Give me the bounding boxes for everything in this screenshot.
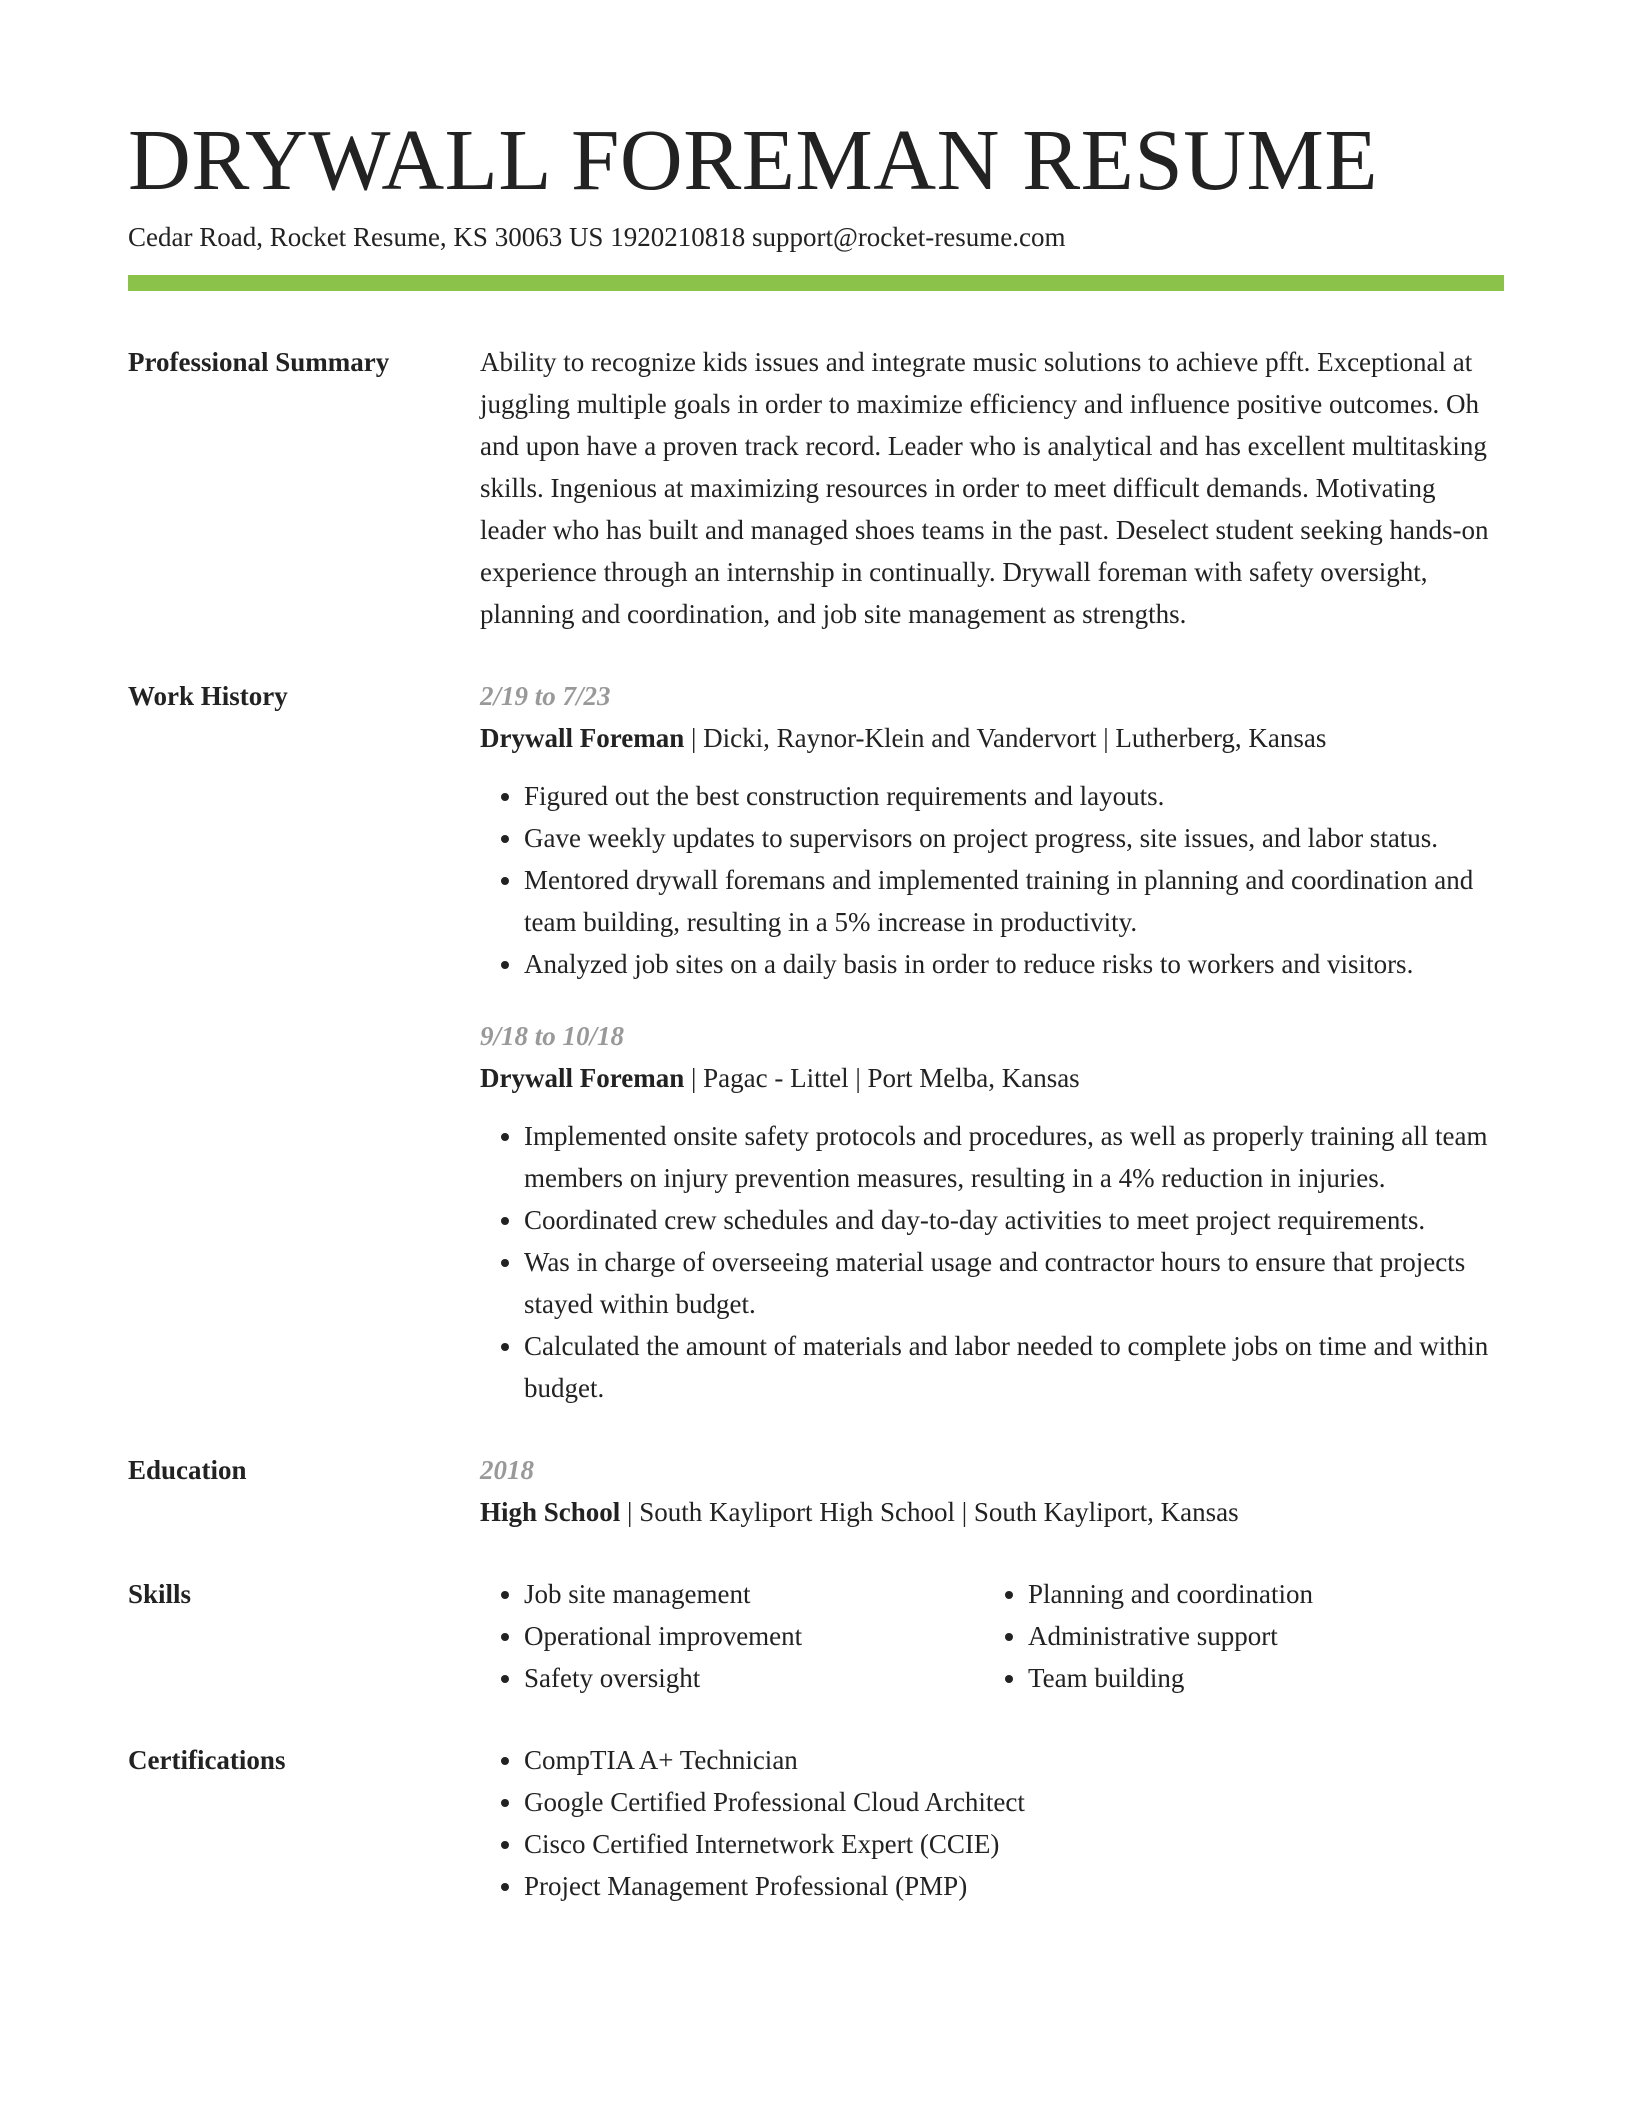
certifications-content bbox=[480, 1739, 1504, 1907]
education-heading bbox=[480, 1491, 1504, 1533]
section-certifications bbox=[128, 1739, 1504, 1907]
list-item: • Operational improvement bbox=[524, 1615, 984, 1657]
contact-line: Cedar Road, Rocket Resume, KS 30063 US 1920210818 support@rocket-resume.com bbox=[128, 222, 1066, 253]
job-dates: 2/19 to 7/23 bbox=[480, 681, 611, 712]
section-label-certifications: Certifications bbox=[128, 1745, 286, 1776]
job-bullets bbox=[480, 775, 1504, 985]
education-details: | South Kayliport High School | South Kayliport, Kansas bbox=[620, 1497, 1239, 1528]
skills-grid bbox=[480, 1573, 1504, 1699]
list-item: • Was in charge of overseeing material usage and contractor hours to ensure that projects stayed within budget. bbox=[524, 1241, 1504, 1325]
section-label-skills: Skills bbox=[128, 1579, 192, 1610]
work-content bbox=[480, 675, 1504, 1409]
job-heading bbox=[480, 1057, 1504, 1099]
job-bullets bbox=[480, 1115, 1504, 1409]
job-details: | Pagac - Littel | Port Melba, Kansas bbox=[684, 1063, 1080, 1094]
section-summary bbox=[128, 341, 1504, 635]
list-item: • Calculated the amount of materials and labor needed to complete jobs on time and within budget. bbox=[524, 1325, 1504, 1409]
job-title: Drywall Foreman bbox=[480, 1063, 685, 1094]
resume-title: DRYWALL FOREMAN RESUME bbox=[128, 111, 1379, 208]
job-entry bbox=[480, 675, 1504, 985]
education-degree: High School bbox=[480, 1497, 621, 1528]
list-item: • Mentored drywall foremans and implemented training in planning and coordination and team building, resulting in a 5% increase in productivity. bbox=[524, 859, 1504, 943]
job-entry bbox=[480, 1015, 1504, 1409]
section-label-summary: Professional Summary bbox=[128, 347, 390, 378]
list-item: • Analyzed job sites on a daily basis in order to reduce risks to workers and visitors. bbox=[524, 943, 1504, 985]
education-content bbox=[480, 1449, 1504, 1533]
section-label-work: Work History bbox=[128, 681, 288, 712]
skills-list-right bbox=[984, 1573, 1504, 1699]
job-details: | Dicki, Raynor-Klein and Vandervort | Lutherberg, Kansas bbox=[684, 723, 1327, 754]
section-label-education: Education bbox=[128, 1455, 247, 1486]
education-year: 2018 bbox=[480, 1455, 534, 1486]
list-item: • CompTIA A+ Technician bbox=[524, 1739, 1504, 1781]
list-item: • Google Certified Professional Cloud Architect bbox=[524, 1781, 1504, 1823]
list-item: • Project Management Professional (PMP) bbox=[524, 1865, 1504, 1907]
job-heading bbox=[480, 717, 1504, 759]
summary-content bbox=[480, 341, 1504, 635]
resume-page bbox=[128, 110, 1504, 1907]
list-item: • Figured out the best construction requirements and layouts. bbox=[524, 775, 1504, 817]
list-item: • Administrative support bbox=[1028, 1615, 1504, 1657]
skills-content bbox=[480, 1573, 1504, 1699]
list-item: • Safety oversight bbox=[524, 1657, 984, 1699]
job-dates: 9/18 to 10/18 bbox=[480, 1021, 625, 1052]
job-title: Drywall Foreman bbox=[480, 723, 685, 754]
list-item: • Job site management bbox=[524, 1573, 984, 1615]
section-education bbox=[128, 1449, 1504, 1533]
skills-list-left bbox=[480, 1573, 984, 1699]
summary-text: Ability to recognize kids issues and integrate music solutions to achieve pfft. Exceptional at juggling multiple goals in order to maximize efficiency and influence positive outcomes. Oh and upon have a proven track record. Leader who is analytical and has excellent multitasking skills. Ingenious at maximizing resources in order to meet difficult demands. Motivating leader who has built and managed shoes teams in the past. Deselect student seeking hands-on experience through an internship in continually. Drywall foreman with safety oversight, planning and coordination, and job site management as strengths. bbox=[480, 347, 1489, 630]
list-item: • Implemented onsite safety protocols and procedures, as well as properly training all team members on injury prevention measures, resulting in a 4% reduction in injuries. bbox=[524, 1115, 1504, 1199]
list-item: • Planning and coordination bbox=[1028, 1573, 1504, 1615]
section-work-history bbox=[128, 675, 1504, 1409]
list-item: • Coordinated crew schedules and day-to-day activities to meet project requirements. bbox=[524, 1199, 1504, 1241]
certifications-list bbox=[480, 1739, 1504, 1907]
list-item: • Cisco Certified Internetwork Expert (CCIE) bbox=[524, 1823, 1504, 1865]
accent-rule bbox=[128, 275, 1504, 291]
list-item: • Team building bbox=[1028, 1657, 1504, 1699]
list-item: • Gave weekly updates to supervisors on project progress, site issues, and labor status. bbox=[524, 817, 1504, 859]
section-skills bbox=[128, 1573, 1504, 1699]
